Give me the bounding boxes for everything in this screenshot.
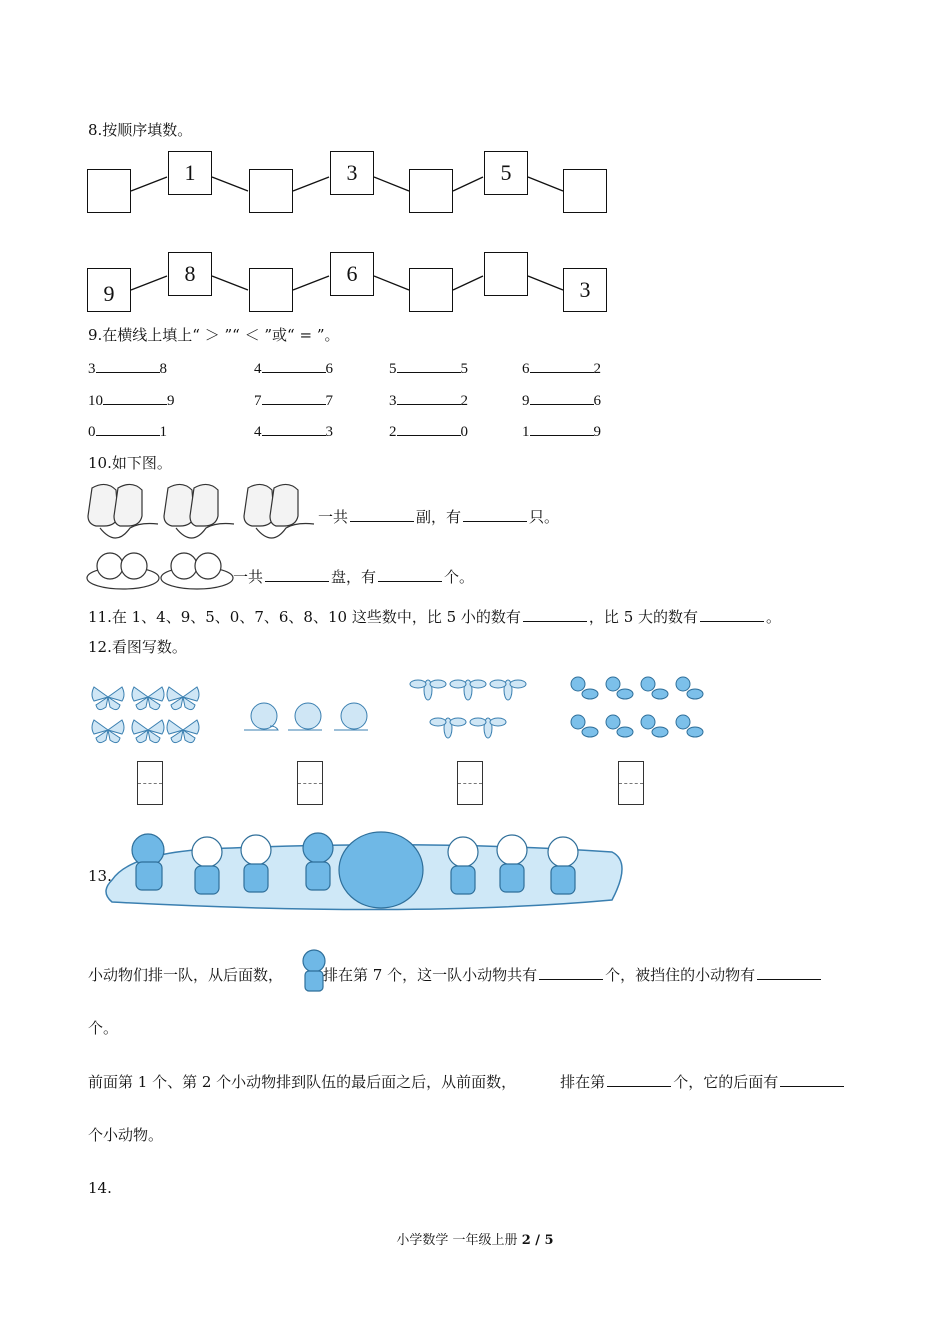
q10-title: 10.如下图。: [88, 454, 172, 472]
q10-line1: 一共 副，有 只。: [318, 508, 560, 526]
answer-blank[interactable]: [539, 966, 603, 980]
comparison-item: 4 3: [254, 424, 333, 440]
q8-row1-box[interactable]: 3: [330, 151, 374, 195]
page-number: 2 / 5: [521, 1233, 554, 1248]
comparison-item: 7 7: [254, 393, 333, 409]
page-footer: [0, 1229, 950, 1248]
q11-text: 11.在 1、4、9、5、0、7、6、8、10 这些数中，比 5 小的数有 ，比 5 大的数有 。: [88, 608, 782, 626]
q8-title: 8.按顺序填数。: [88, 121, 193, 139]
answer-blank[interactable]: [780, 1073, 844, 1087]
elephant-icon: [132, 834, 164, 890]
q14-number: 14.: [88, 1179, 112, 1197]
comparison-item: 3 8: [88, 361, 167, 377]
answer-blank[interactable]: [757, 966, 821, 980]
q8-row2-box[interactable]: 3: [563, 268, 607, 312]
comparison-item: 1 9: [522, 424, 601, 440]
q8-row2-box[interactable]: 9: [87, 268, 131, 312]
q8-row1-box[interactable]: 1: [168, 151, 212, 195]
footer-subject: 小学数学 一年级上册: [396, 1233, 518, 1248]
answer-blank[interactable]: [607, 1073, 671, 1087]
comparison-item: 6 2: [522, 361, 601, 377]
comparison-item: 10 9: [88, 393, 175, 409]
q10-line2: 一共 盘，有 个。: [233, 568, 475, 586]
bush-icon: [339, 832, 423, 908]
q13-para2-end: 个小动物。: [88, 1126, 164, 1144]
comparison-item: 5 5: [389, 361, 468, 377]
q13-para1: 小动物们排一队，从后面数， 排在第 7 个，这一队小动物共有 个，被挡住的小动物有: [88, 966, 823, 984]
q8-row2-box[interactable]: 8: [168, 252, 212, 296]
q8-row2-box[interactable]: 6: [330, 252, 374, 296]
comparison-item: 2 0: [389, 424, 468, 440]
q8-row1-box[interactable]: 5: [484, 151, 528, 195]
comparison-item: 3 2: [389, 393, 468, 409]
q13-number: 13.: [88, 867, 112, 885]
q13-para1-end: 个。: [88, 1019, 119, 1037]
comparison-item: 0 1: [88, 424, 167, 440]
q9-title: 9.在横线上填上“ ＞ ”“ ＜ ”或“ = ”。: [88, 326, 340, 344]
comparison-item: 9 6: [522, 393, 601, 409]
comparison-item: 4 6: [254, 361, 333, 377]
q13-para2: 前面第 1 个、第 2 个小动物排到队伍的最后面之后，从前面数， 排在第 个，它的后面有: [88, 1073, 846, 1091]
q12-title: 12.看图写数。: [88, 638, 187, 656]
